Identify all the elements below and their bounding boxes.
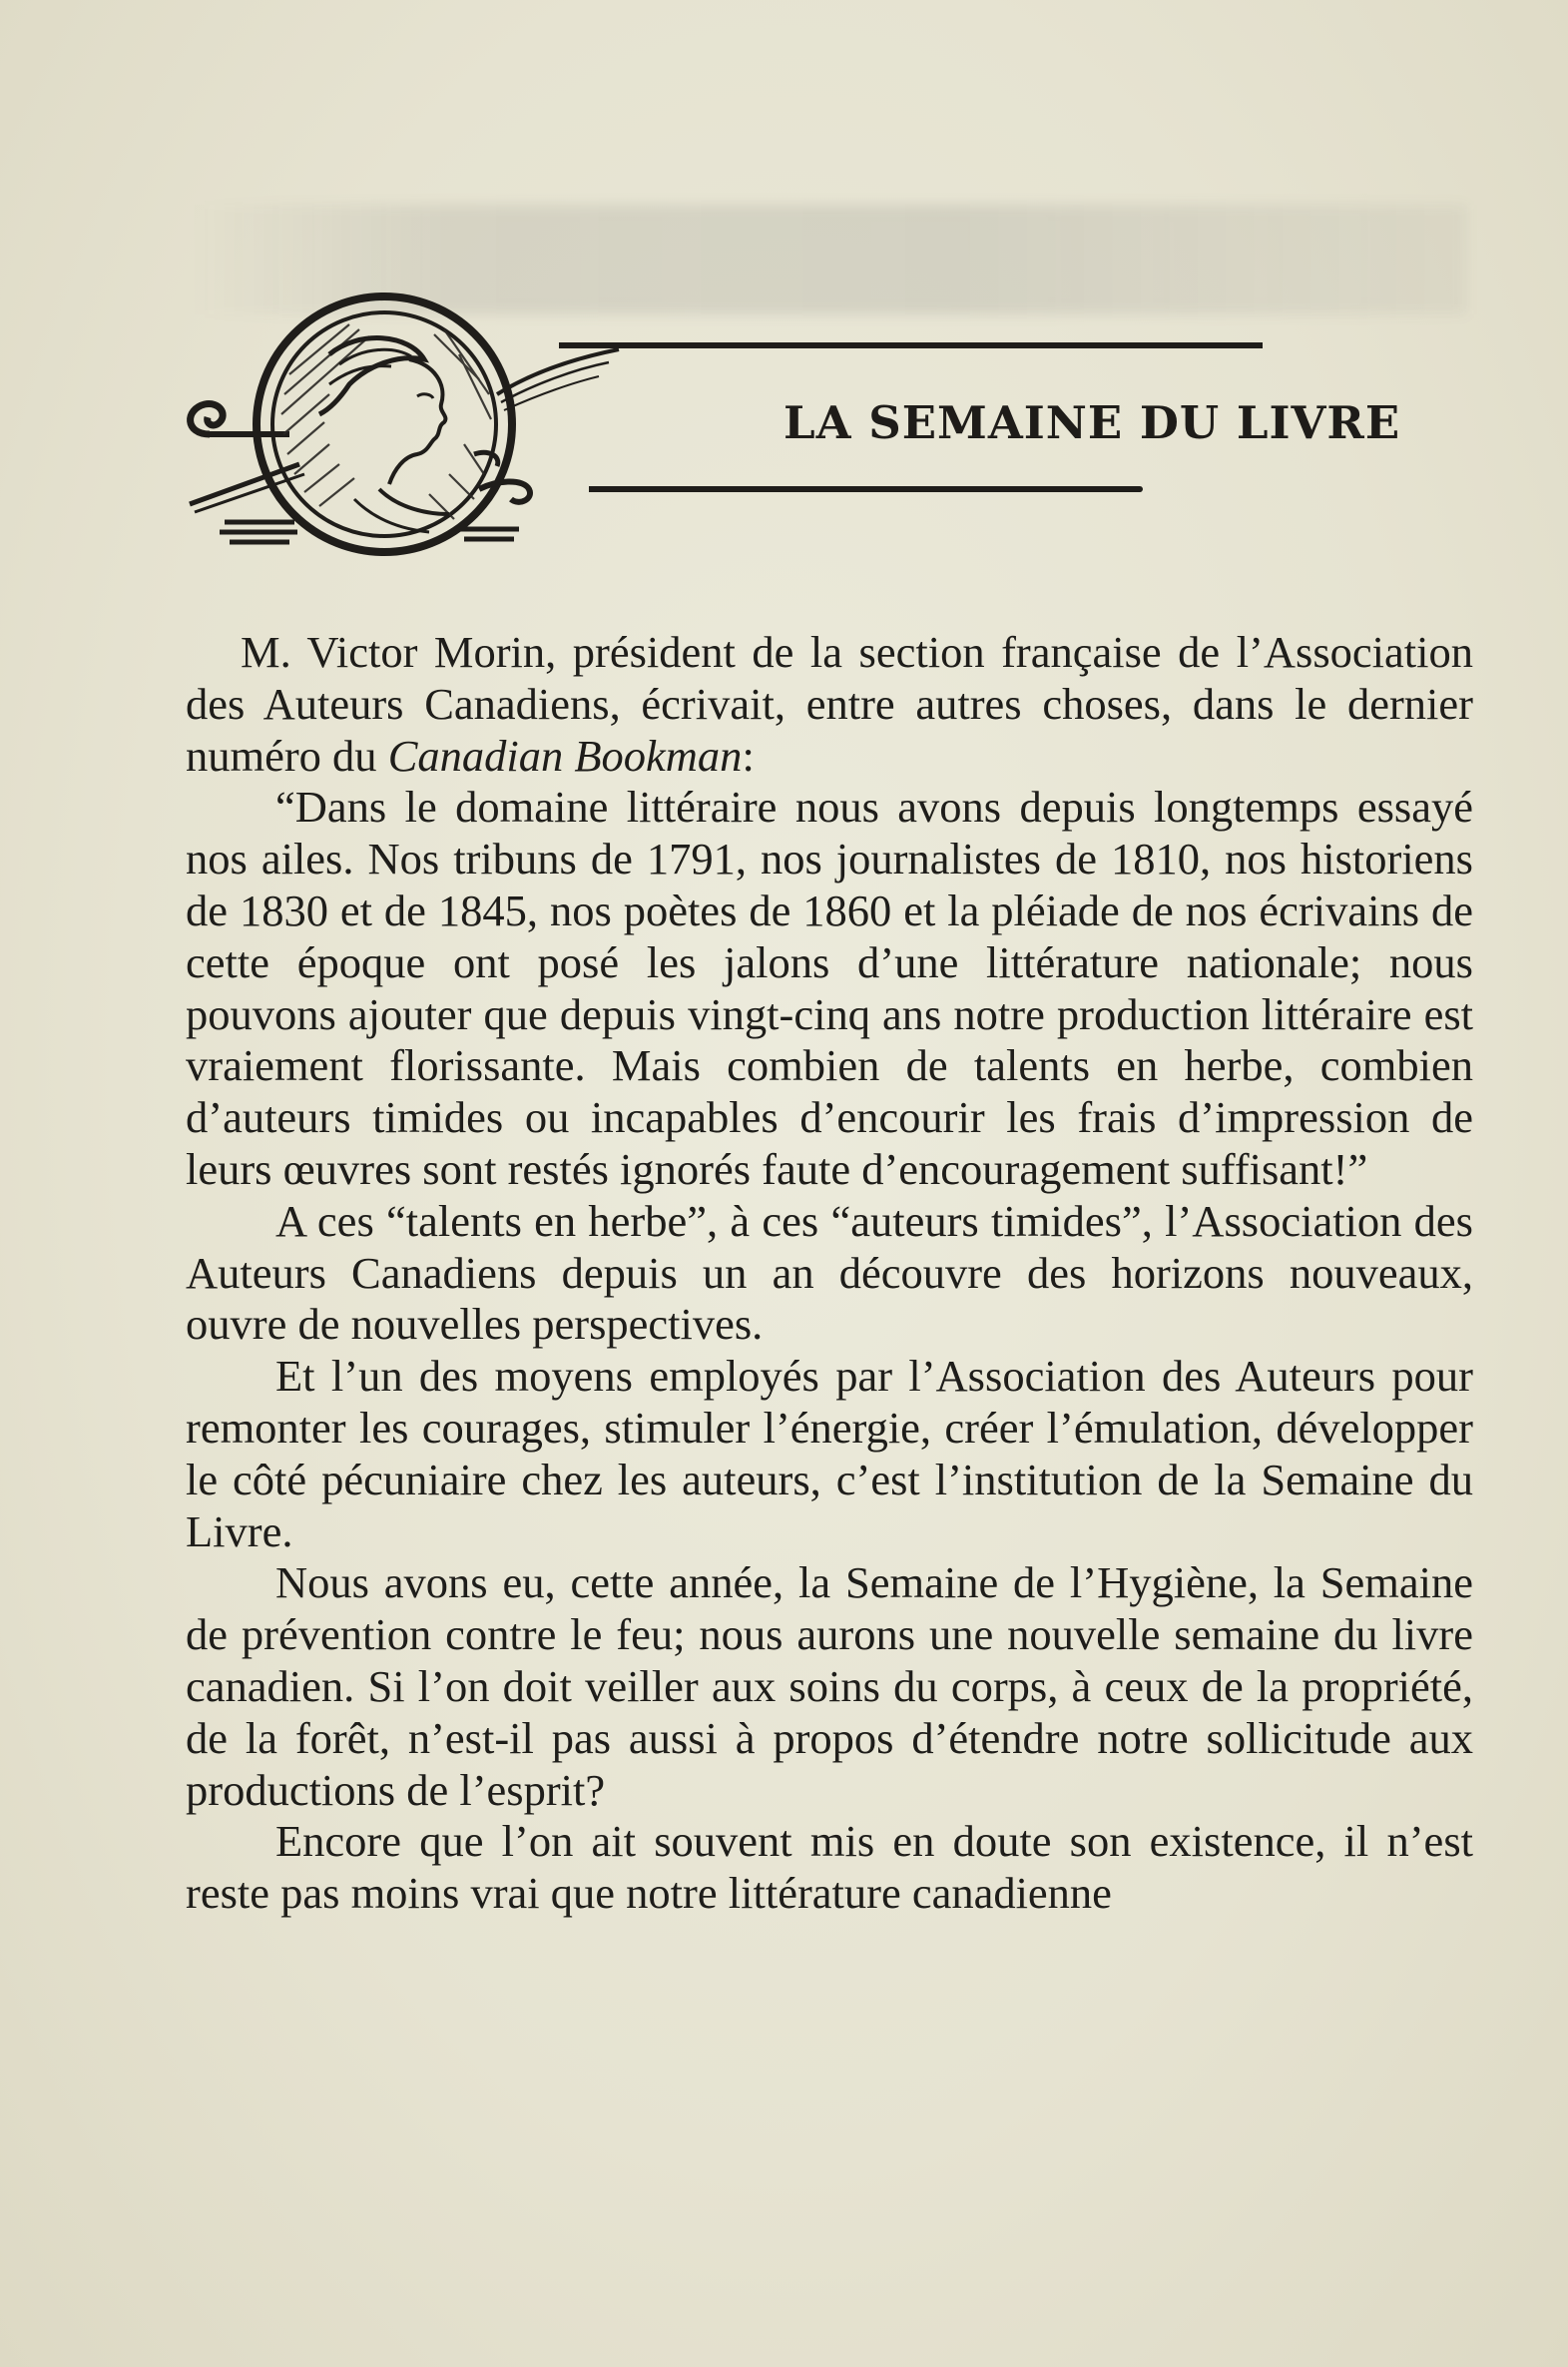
paragraph-2: “Dans le domaine littéraire nous avons depuis longtemps essayé nos ailes. Nos tribuns de 1791, nos journalistes de 1810, nos historiens de 1830 et de 1845, nos poètes de 1860 et la pléiade de nos écrivains de cette époque ont posé les jalons d’une littérature nationale; nous pouvons ajouter que depuis vingt-cinq ans notre production littéraire est vraiement florissante. Mais combien de talents en herbe, combien d’auteurs timides ou incapables d’encourir les frais d’impression de leurs œuvres sont restés ignorés faute d’encouragement suffisant!” xyxy=(186,782,1473,1194)
publication-name: Canadian Bookman xyxy=(387,730,743,781)
paragraph-5: Nous avons eu, cette année, la Semaine de l’Hygiène, la Semaine de prévention contre le feu; nous aurons une nouvelle semaine du livre canadien. Si l’on doit veiller aux soins du corps, à ceux de la propriété, de la forêt, n’est-il pas aussi à propos d’étendre notre sollicitude aux productions de l’esprit? xyxy=(186,1557,1473,1815)
chapter-title: LA SEMAINE DU LIVRE xyxy=(784,396,1401,449)
paragraph-6: Encore que l’on ait souvent mis en doute son existence, il n’est reste pas moins vrai que notre littérature canadienne xyxy=(186,1816,1473,1919)
paragraph-1 xyxy=(186,627,1473,782)
paragraph-1-text: M. Victor Morin, président de la section française de l’Association des Auteurs Canadiens, écrivait, entre autres choses, dans le dernier numéro du xyxy=(186,627,1473,781)
chapter-header xyxy=(180,285,1407,584)
article-body xyxy=(186,627,1473,1920)
portrait-vignette-ornament xyxy=(180,285,679,584)
paragraph-1-end: : xyxy=(742,730,755,781)
paragraph-4: Et l’un des moyens employés par l’Association des Auteurs pour remonter les courages, stimuler l’énergie, créer l’émulation, développer le côté pécuniaire chez les auteurs, c’est l’institution de la Semaine du Livre. xyxy=(186,1351,1473,1556)
header-rule-top xyxy=(559,342,1263,348)
paragraph-3: A ces “talents en herbe”, à ces “auteurs timides”, l’Association des Auteurs Canadiens depuis un an découvre des horizons nouveaux, ouvre de nouvelles perspectives. xyxy=(186,1195,1473,1350)
header-rule-bottom xyxy=(589,486,1143,492)
